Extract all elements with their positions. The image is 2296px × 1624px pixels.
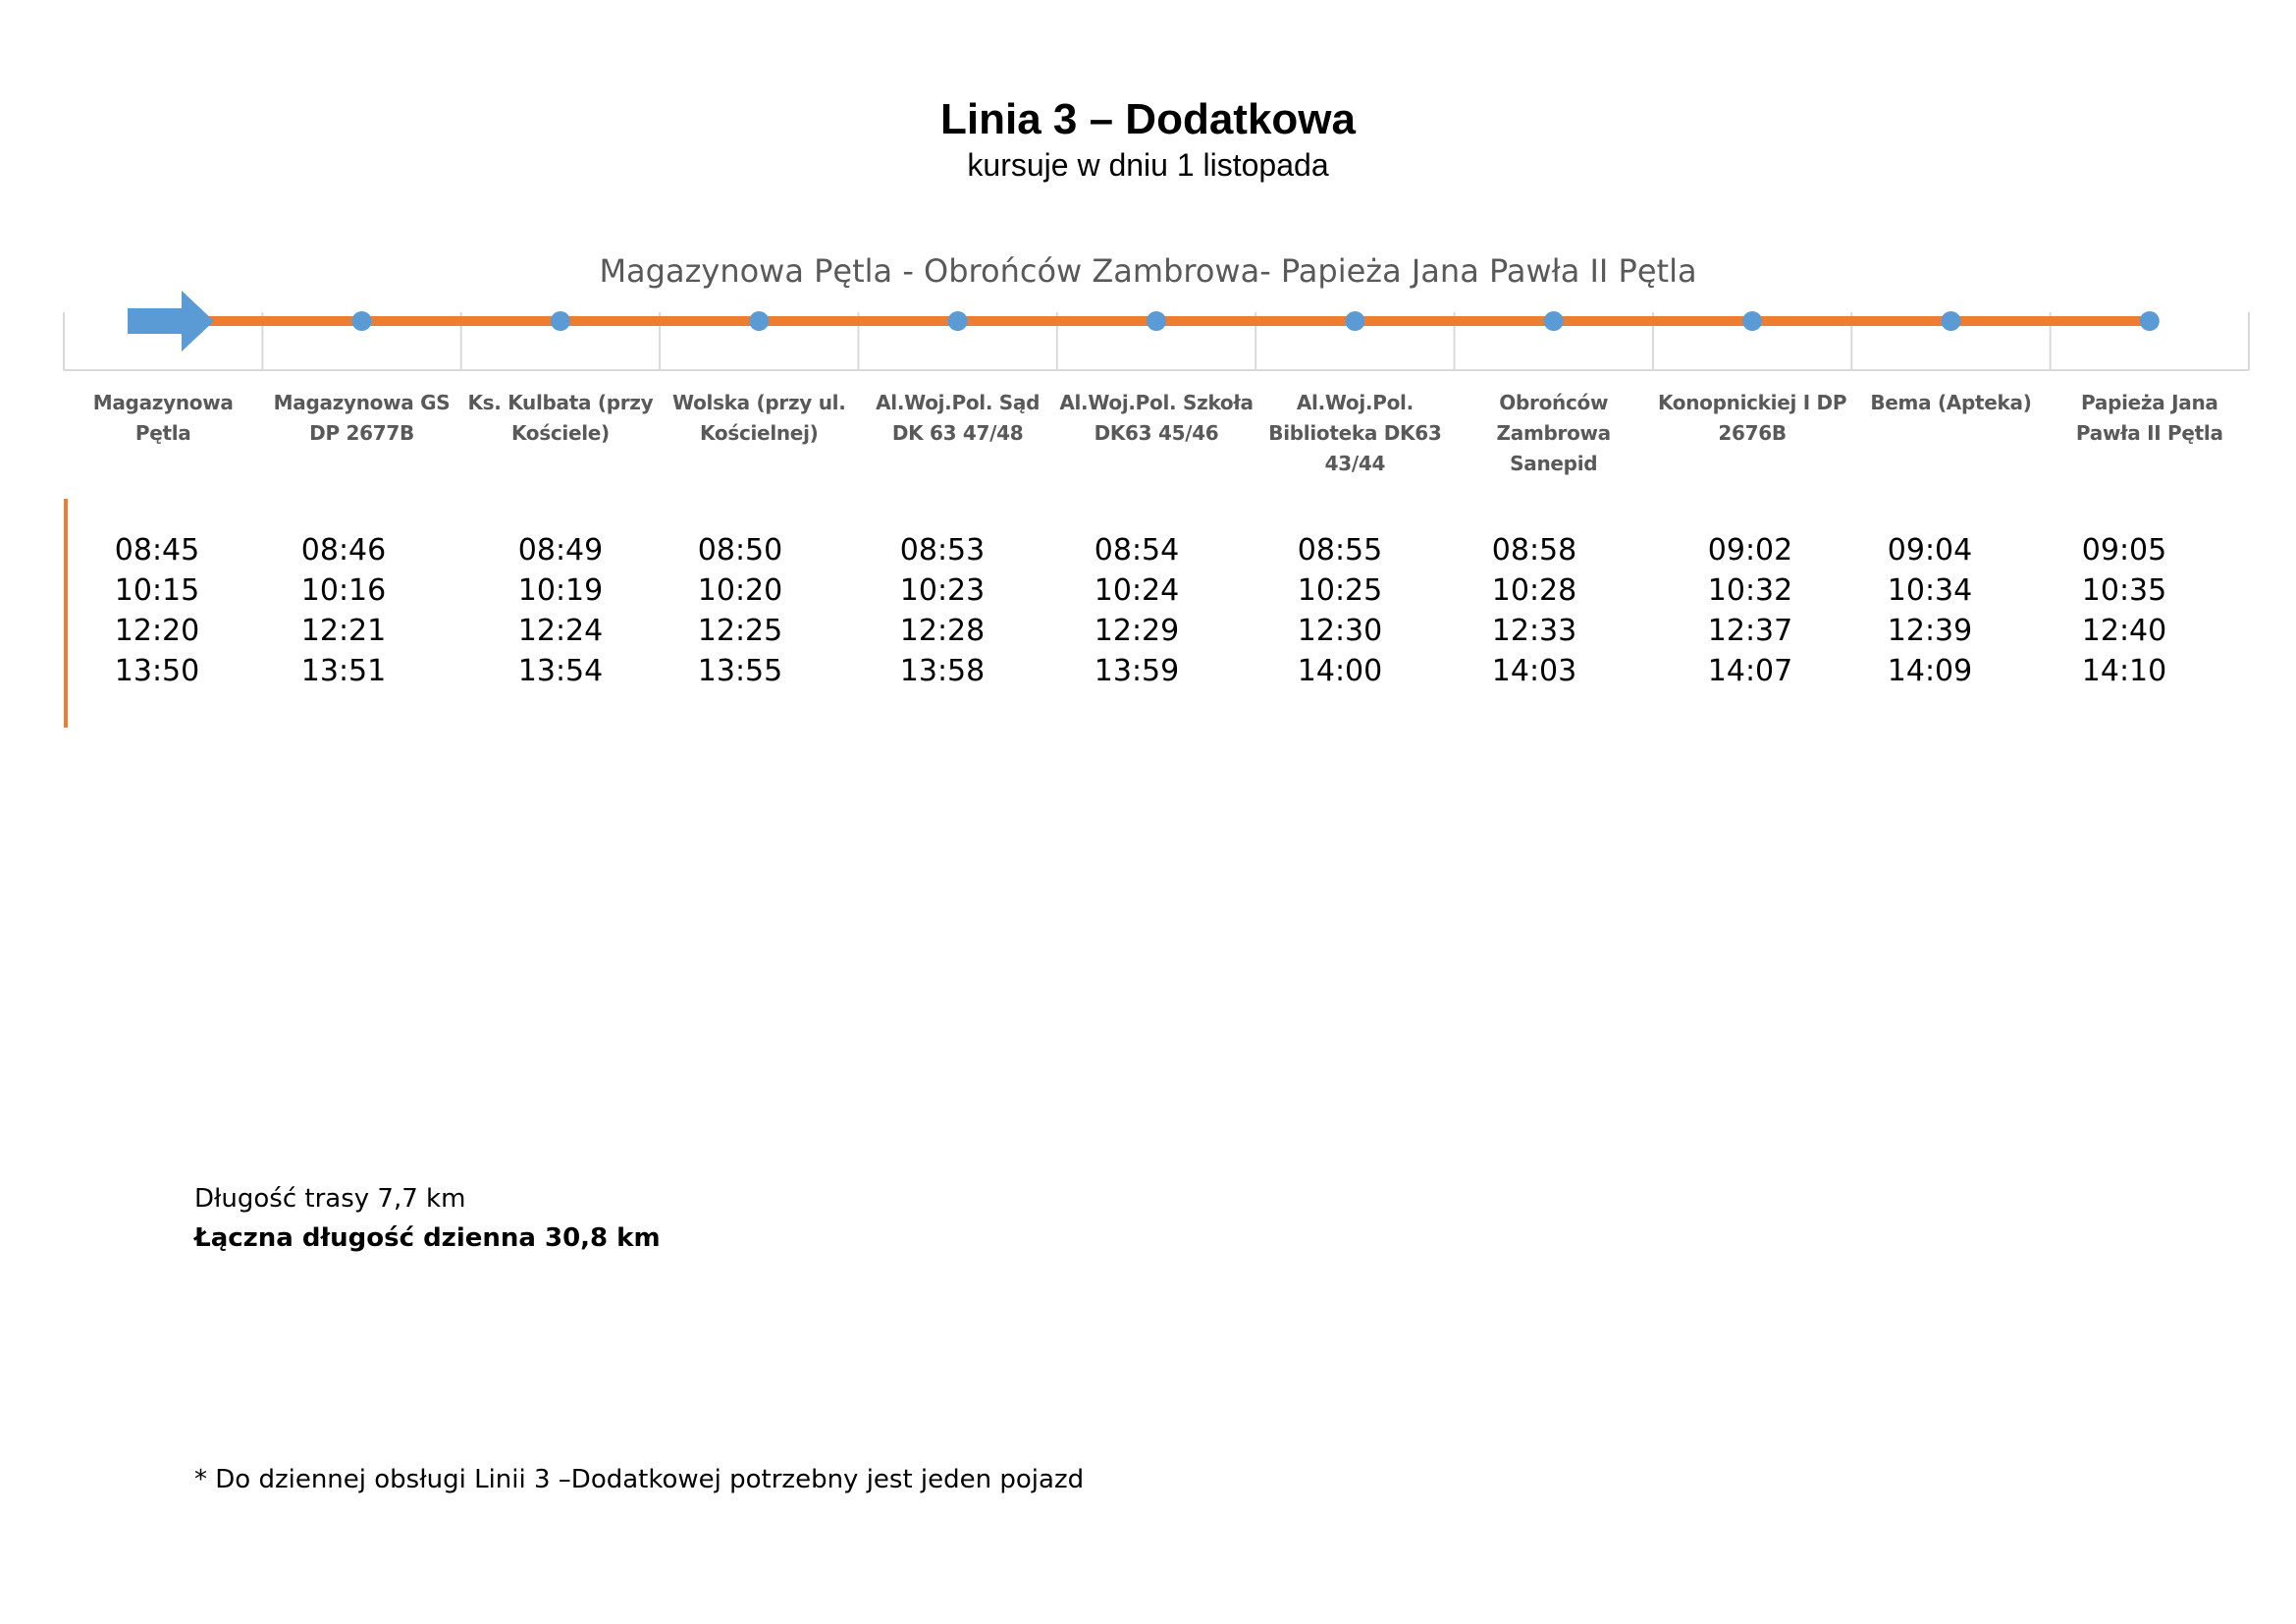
timetable-column <box>270 530 417 691</box>
stop-marker <box>2140 311 2160 331</box>
stop-label: Ks. Kulbata (przy Kościele) <box>467 391 654 445</box>
timetable-column <box>667 530 814 691</box>
route-length: Długość trasy 7,7 km <box>194 1184 466 1214</box>
stop-marker <box>1941 311 1960 331</box>
departure-time: 14:10 <box>2081 654 2167 688</box>
stop-label: Bema (Apteka) <box>1870 391 2032 414</box>
timetable-column <box>1266 530 1414 691</box>
route-title: Magazynowa Pętla - Obrońców Zambrowa- Papieża Jana Pawła II Pętla <box>599 252 1697 290</box>
departure-time: 10:24 <box>1094 573 1180 608</box>
departure-time: 13:51 <box>300 654 387 688</box>
stop-label: Al.Woj.Pol. Sąd DK 63 47/48 <box>876 391 1041 445</box>
departure-time: 08:46 <box>300 533 387 568</box>
departure-time: 10:23 <box>899 573 986 608</box>
departure-time: 10:34 <box>1887 573 1973 608</box>
departure-time: 10:28 <box>1491 573 1577 608</box>
departure-time: 12:20 <box>114 614 200 648</box>
timetable-column <box>487 530 634 691</box>
departure-time: 12:37 <box>1707 614 1793 648</box>
departure-time: 12:40 <box>2081 614 2167 648</box>
departure-time: 13:59 <box>1094 654 1180 688</box>
departure-time: 12:30 <box>1297 614 1383 648</box>
timetable-accent-bar <box>64 499 68 728</box>
departure-time: 12:21 <box>300 614 387 648</box>
departure-time: 08:53 <box>899 533 986 568</box>
stop-marker <box>1345 311 1364 331</box>
departure-time: 08:50 <box>697 533 783 568</box>
departure-time: 12:24 <box>517 614 604 648</box>
departure-time: 08:45 <box>114 533 200 568</box>
departure-time: 12:39 <box>1887 614 1973 648</box>
page-subtitle: kursuje w dniu 1 listopada <box>967 147 1329 183</box>
timetable-column <box>83 530 231 691</box>
departure-time: 10:15 <box>114 573 200 608</box>
timetable-column <box>1461 530 1608 691</box>
stop-marker <box>1742 311 1762 331</box>
direction-arrow-shape <box>128 291 214 352</box>
stop-label: Al.Woj.Pol. Szkoła DK63 45/46 <box>1059 391 1254 445</box>
stop-label: Konopnickiej I DP 2676B <box>1657 391 1847 445</box>
timetable-column <box>1856 530 2003 691</box>
stop-label: Papieża Jana Pawła II Pętla <box>2075 391 2223 445</box>
departure-time: 12:33 <box>1491 614 1577 648</box>
stop-marker <box>749 311 769 331</box>
direction-arrow-icon <box>128 291 214 352</box>
stop-marker <box>1544 311 1564 331</box>
departure-time: 14:03 <box>1491 654 1577 688</box>
departure-time: 08:54 <box>1094 533 1180 568</box>
departure-time: 10:25 <box>1297 573 1383 608</box>
stop-marker <box>352 311 372 331</box>
vehicle-note: * Do dziennej obsługi Linii 3 –Dodatkowej potrzebny jest jeden pojazd <box>194 1465 1085 1494</box>
timetable-column <box>1677 530 1824 691</box>
timetable-column <box>2051 530 2198 691</box>
departure-time: 10:16 <box>300 573 387 608</box>
stop-marker <box>948 311 968 331</box>
stop-label: Wolska (przy ul. Kościelnej) <box>672 391 846 445</box>
departure-time: 12:28 <box>899 614 986 648</box>
timetable-column <box>869 530 1016 691</box>
route-diagram <box>0 295 2296 383</box>
stop-label: Al.Woj.Pol. Biblioteka DK63 43/44 <box>1268 391 1442 475</box>
departure-time: 12:25 <box>697 614 783 648</box>
departure-time: 13:54 <box>517 654 604 688</box>
departure-time: 10:35 <box>2081 573 2167 608</box>
stop-marker <box>551 311 570 331</box>
departure-time: 08:49 <box>517 533 604 568</box>
departure-time: 14:09 <box>1887 654 1973 688</box>
departure-time: 14:07 <box>1707 654 1793 688</box>
departure-time: 10:19 <box>517 573 604 608</box>
departure-time: 08:58 <box>1491 533 1577 568</box>
departure-time: 09:02 <box>1707 533 1793 568</box>
stop-label: Obrońców Zambrowa Sanepid <box>1496 391 1611 475</box>
stop-marker <box>1147 311 1166 331</box>
departure-time: 09:05 <box>2081 533 2167 568</box>
stop-label: Magazynowa GS DP 2677B <box>273 391 451 445</box>
departure-time: 14:00 <box>1297 654 1383 688</box>
departure-time: 08:55 <box>1297 533 1383 568</box>
daily-length: Łączna długość dzienna 30,8 km <box>194 1223 661 1253</box>
departure-time: 13:55 <box>697 654 783 688</box>
departure-time: 09:04 <box>1887 533 1973 568</box>
departure-time: 13:58 <box>899 654 986 688</box>
departure-time: 12:29 <box>1094 614 1180 648</box>
departure-time: 13:50 <box>114 654 200 688</box>
departure-time: 10:32 <box>1707 573 1793 608</box>
timetable-column <box>1063 530 1210 691</box>
stop-label: Magazynowa Pętla <box>92 391 234 445</box>
page-title: Linia 3 – Dodatkowa <box>940 95 1356 143</box>
departure-time: 10:20 <box>697 573 783 608</box>
